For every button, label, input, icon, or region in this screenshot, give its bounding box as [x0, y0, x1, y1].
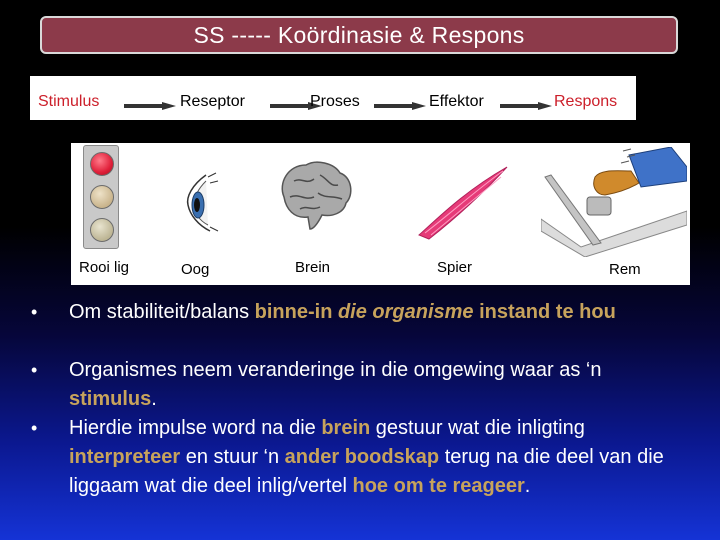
flow-response-label: Respons [554, 93, 618, 110]
brain-label: Brein [295, 259, 331, 276]
muscle-label: Spier [437, 259, 473, 276]
flow-stimulus-label: Stimulus [38, 93, 100, 110]
bullet-dot: • [31, 360, 38, 380]
bullet-highlight: hoe om te reageer [352, 475, 525, 497]
arrow-right-icon [374, 102, 426, 110]
bullet-text-segment: en stuur ‘n [180, 446, 285, 468]
traffic-light-label: Rooi lig [79, 259, 130, 276]
bullet-highlight: brein [321, 417, 371, 439]
bullet-highlight: die organisme [332, 301, 480, 323]
bullet-text-1 [69, 298, 694, 327]
bullet-highlight: ander boodskap [284, 446, 440, 468]
bullet-text-segment: Organismes neem veranderinge in die omgewing waar as ‘n [69, 359, 602, 381]
flow-process-label: Proses [310, 93, 360, 110]
brake-label: Rem [609, 261, 641, 278]
bullet-text-segment: Hierdie impulse word na die [69, 417, 322, 439]
bullet-highlight: binne-in [254, 301, 333, 323]
bullet-dot: • [31, 302, 38, 322]
bullet-text-segment: Om stabiliteit/balans [69, 301, 255, 323]
illustration-panel [71, 143, 690, 285]
slide-title: SS ----- Koördinasie & Respons [40, 16, 678, 54]
eye-icon [176, 171, 220, 235]
bullet-highlight: instand te hou [479, 301, 616, 323]
eye-label: Oog [181, 261, 210, 278]
arrow-right-icon [500, 102, 552, 110]
bullet-text-2 [69, 356, 694, 414]
flow-receptor-label: Reseptor [180, 93, 245, 110]
flow-effector-label: Effektor [429, 93, 484, 110]
traffic-light-icon [83, 145, 119, 249]
bullet-highlight: stimulus [69, 388, 152, 410]
arrow-right-icon [124, 102, 176, 110]
bullet-text-segment: terug na die deel van die liggaam wat die deel inlig/vertel [69, 446, 664, 497]
bullet-text-segment: . [151, 388, 157, 410]
bullet-text-3 [69, 414, 694, 501]
brake-pedal-icon [541, 147, 687, 257]
bullet-highlight: interpreteer [69, 446, 181, 468]
bullet-text-segment: gestuur wat die inligting [370, 417, 585, 439]
brain-icon [274, 157, 354, 233]
bullet-text-segment: . [524, 475, 531, 497]
muscle-icon [415, 161, 511, 241]
flow-diagram [30, 76, 636, 120]
bullet-dot: • [31, 418, 38, 438]
